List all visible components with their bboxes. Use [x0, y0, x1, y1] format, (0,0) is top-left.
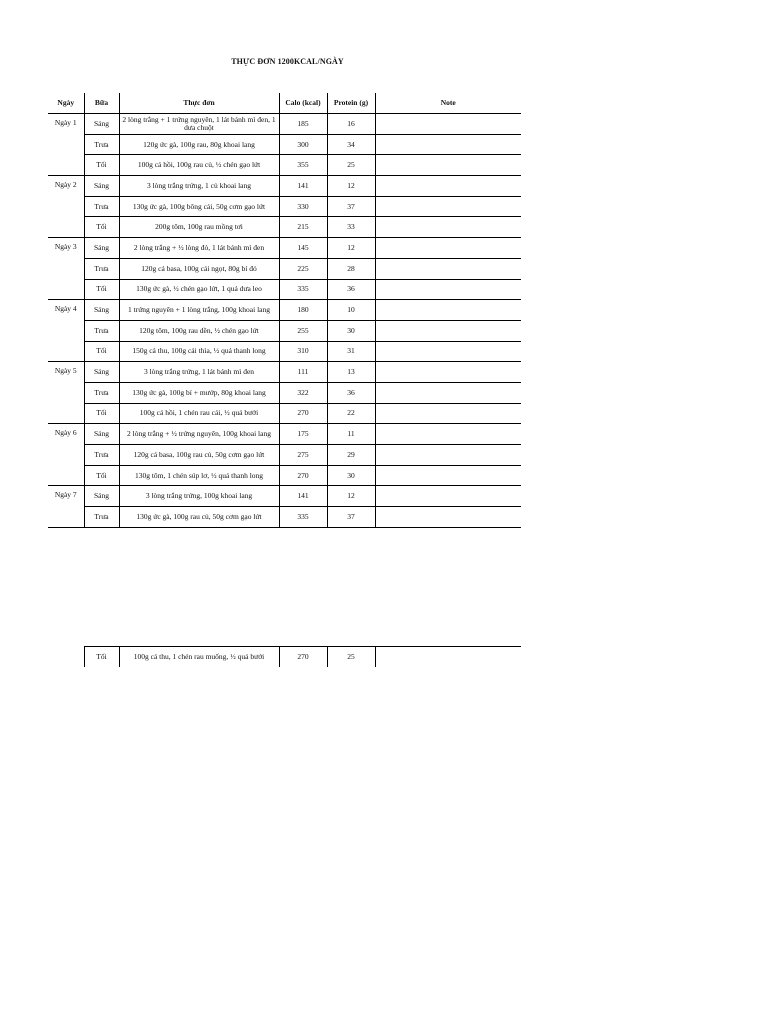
protein-cell: 28	[327, 258, 375, 279]
table-row	[48, 382, 521, 403]
meal-cell: Tối	[84, 341, 119, 362]
meal-cell: Tối	[84, 465, 119, 486]
calo-cell: 141	[279, 486, 327, 507]
menu-cell: 100g cá hồi, 100g rau củ, ½ chén gạo lứt	[119, 155, 279, 176]
meal-cell: Trưa	[84, 196, 119, 217]
note-cell	[375, 403, 521, 424]
meal-cell: Tối	[84, 217, 119, 238]
table-row	[48, 647, 521, 668]
table-row	[48, 424, 521, 445]
meal-cell: Sáng	[84, 424, 119, 445]
meal-cell: Sáng	[84, 486, 119, 507]
calo-cell: 335	[279, 279, 327, 300]
meal-plan-table-continued	[48, 646, 521, 667]
protein-cell: 12	[327, 486, 375, 507]
calo-cell: 215	[279, 217, 327, 238]
note-cell	[375, 486, 521, 507]
menu-cell: 150g cá thu, 100g cải thìa, ½ quả thanh long	[119, 341, 279, 362]
meal-cell: Trưa	[84, 382, 119, 403]
calo-cell: 355	[279, 155, 327, 176]
table-row	[48, 341, 521, 362]
protein-cell: 34	[327, 134, 375, 155]
calo-cell: 270	[279, 647, 327, 668]
protein-cell: 33	[327, 217, 375, 238]
protein-cell: 25	[327, 155, 375, 176]
meal-cell: Trưa	[84, 134, 119, 155]
note-cell	[375, 300, 521, 321]
meal-cell: Trưa	[84, 445, 119, 466]
header-calo: Calo (kcal)	[279, 93, 327, 114]
page-title: THỰC ĐƠN 1200KCAL/NGÀY	[231, 57, 344, 66]
protein-cell: 29	[327, 445, 375, 466]
menu-cell: 2 lòng trắng + ½ lòng đỏ, 1 lát bánh mì đen	[119, 238, 279, 259]
menu-cell: 2 lòng trắng + 1 trứng nguyên, 1 lát bánh mì đen, 1 dưa chuột	[119, 114, 279, 135]
table-row	[48, 362, 521, 383]
note-cell	[375, 320, 521, 341]
note-cell	[375, 465, 521, 486]
note-cell	[375, 238, 521, 259]
calo-cell: 145	[279, 238, 327, 259]
table-row	[48, 507, 521, 528]
meal-cell: Sáng	[84, 300, 119, 321]
table-header-row	[48, 93, 521, 114]
note-cell	[375, 176, 521, 197]
note-cell	[375, 647, 521, 668]
meal-cell: Trưa	[84, 507, 119, 528]
table-row	[48, 134, 521, 155]
menu-cell: 3 lòng trắng trứng, 1 củ khoai lang	[119, 176, 279, 197]
note-cell	[375, 114, 521, 135]
calo-cell: 322	[279, 382, 327, 403]
meal-cell: Trưa	[84, 320, 119, 341]
calo-cell: 330	[279, 196, 327, 217]
menu-cell: 100g cá hồi, 1 chén rau cải, ½ quả bưởi	[119, 403, 279, 424]
menu-cell: 120g cá basa, 100g cải ngọt, 80g bí đỏ	[119, 258, 279, 279]
table-row	[48, 300, 521, 321]
protein-cell: 22	[327, 403, 375, 424]
meal-cell: Tối	[84, 647, 119, 668]
menu-cell: 200g tôm, 100g rau mồng tơi	[119, 217, 279, 238]
menu-cell: 130g ức gà, 100g rau củ, 50g cơm gạo lứt	[119, 507, 279, 528]
day-label: Ngày 2	[48, 176, 84, 238]
calo-cell: 300	[279, 134, 327, 155]
menu-cell: 130g ức gà, 100g bí + mướp, 80g khoai lang	[119, 382, 279, 403]
menu-cell: 1 trứng nguyên + 1 lòng trắng, 100g khoai lang	[119, 300, 279, 321]
protein-cell: 37	[327, 507, 375, 528]
calo-cell: 225	[279, 258, 327, 279]
table-row	[48, 114, 521, 135]
meal-cell: Tối	[84, 279, 119, 300]
table-row	[48, 238, 521, 259]
calo-cell: 270	[279, 465, 327, 486]
protein-cell: 13	[327, 362, 375, 383]
calo-cell: 141	[279, 176, 327, 197]
protein-cell: 36	[327, 382, 375, 403]
day-label: Ngày 5	[48, 362, 84, 424]
menu-cell: 3 lòng trắng trứng, 1 lát bánh mì đen	[119, 362, 279, 383]
menu-cell: 120g cá basa, 100g rau củ, 50g cơm gạo lứt	[119, 445, 279, 466]
menu-cell: 120g ức gà, 100g rau, 80g khoai lang	[119, 134, 279, 155]
protein-cell: 12	[327, 238, 375, 259]
table-row	[48, 403, 521, 424]
calo-cell: 180	[279, 300, 327, 321]
table-row	[48, 445, 521, 466]
meal-cell: Sáng	[84, 362, 119, 383]
calo-cell: 175	[279, 424, 327, 445]
calo-cell: 185	[279, 114, 327, 135]
table-body	[48, 114, 521, 528]
note-cell	[375, 362, 521, 383]
day-label: Ngày 4	[48, 300, 84, 362]
meal-cell: Tối	[84, 155, 119, 176]
table-row	[48, 196, 521, 217]
menu-cell: 120g tôm, 100g rau dền, ½ chén gạo lứt	[119, 320, 279, 341]
header-meal: Bữa	[84, 93, 119, 114]
note-cell	[375, 279, 521, 300]
calo-cell: 111	[279, 362, 327, 383]
day-label: Ngày 1	[48, 114, 84, 176]
note-cell	[375, 424, 521, 445]
meal-cell: Sáng	[84, 114, 119, 135]
meal-cell: Sáng	[84, 176, 119, 197]
header-menu: Thực đơn	[119, 93, 279, 114]
day-label: Ngày 7	[48, 486, 84, 527]
table-row	[48, 217, 521, 238]
menu-cell: 2 lòng trắng + ½ trứng nguyên, 100g khoai lang	[119, 424, 279, 445]
day-label: Ngày 3	[48, 238, 84, 300]
calo-cell: 310	[279, 341, 327, 362]
meal-plan-table	[48, 93, 521, 528]
day-cell-empty	[48, 647, 84, 668]
table-row	[48, 176, 521, 197]
menu-cell: 130g tôm, 1 chén súp lơ, ½ quả thanh long	[119, 465, 279, 486]
note-cell	[375, 445, 521, 466]
note-cell	[375, 258, 521, 279]
menu-cell: 130g ức gà, ½ chén gạo lứt, 1 quả dưa leo	[119, 279, 279, 300]
table-row	[48, 258, 521, 279]
calo-cell: 335	[279, 507, 327, 528]
meal-cell: Trưa	[84, 258, 119, 279]
table-row	[48, 486, 521, 507]
protein-cell: 11	[327, 424, 375, 445]
calo-cell: 275	[279, 445, 327, 466]
note-cell	[375, 217, 521, 238]
protein-cell: 37	[327, 196, 375, 217]
table-row	[48, 465, 521, 486]
protein-cell: 12	[327, 176, 375, 197]
meal-cell: Sáng	[84, 238, 119, 259]
menu-cell: 100g cá thu, 1 chén rau muống, ½ quả bưởi	[119, 647, 279, 668]
protein-cell: 30	[327, 320, 375, 341]
day-label: Ngày 6	[48, 424, 84, 486]
meal-cell: Tối	[84, 403, 119, 424]
table-row	[48, 155, 521, 176]
protein-cell: 16	[327, 114, 375, 135]
calo-cell: 270	[279, 403, 327, 424]
header-note: Note	[375, 93, 521, 114]
header-day: Ngày	[48, 93, 84, 114]
menu-cell: 130g ức gà, 100g bông cải, 50g cơm gạo lứt	[119, 196, 279, 217]
menu-cell: 3 lòng trắng trứng, 100g khoai lang	[119, 486, 279, 507]
calo-cell: 255	[279, 320, 327, 341]
protein-cell: 25	[327, 647, 375, 668]
protein-cell: 31	[327, 341, 375, 362]
note-cell	[375, 155, 521, 176]
protein-cell: 36	[327, 279, 375, 300]
note-cell	[375, 196, 521, 217]
table-row	[48, 320, 521, 341]
note-cell	[375, 382, 521, 403]
protein-cell: 30	[327, 465, 375, 486]
table-row	[48, 279, 521, 300]
protein-cell: 10	[327, 300, 375, 321]
header-protein: Protein (g)	[327, 93, 375, 114]
note-cell	[375, 134, 521, 155]
note-cell	[375, 507, 521, 528]
note-cell	[375, 341, 521, 362]
